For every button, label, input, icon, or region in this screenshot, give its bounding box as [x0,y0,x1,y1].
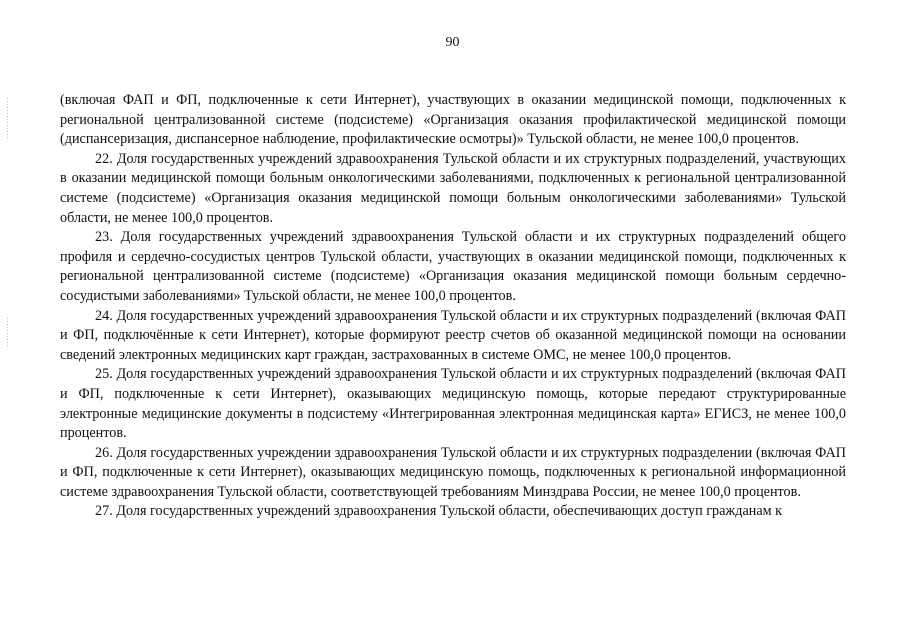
scan-margin-mark-top [7,98,8,138]
paragraph-item-23: 23. Доля государственных учреждений здравоохранения Тульской области и их структурных подразделений общего профиля и сердечно-сосудистых центров Тульской области, участвующих в оказании медицинской помощи, подключенных к региональной централизованной системе (подсистеме) «Организация оказания медицинской помощи больным сердечно-сосудистыми заболеваниями» Тульской области, не менее 100,0 процентов. [60,229,846,304]
paragraph-item-25: 25. Доля государственных учреждений здравоохранения Тульской области и их структурных подразделений (включая ФАП и ФП, подключенные к сети Интернет), оказывающих медицинскую помощь, которые передают структурированные электронные медицинские документы в подсистему «Интегрированная электронная медицинская карта» ЕГИСЗ, не менее 100,0 процентов. [60,366,846,442]
paragraph-item-26: 26. Доля государственных учреждении здравоохранения Тульской области и их структурных подразделении (включая ФАП и ФП, подключенные к сети Интернет), оказывающих медицинскую помощь, подключенных к региональной информационной системе здравоохранения Тульской области, соответствующей требованиям Минздрава России, не менее 100,0 процентов. [60,444,846,500]
paragraph-item-27: 27. Доля государственных учреждений здравоохранения Тульской области, обеспечивающих доступ гражданам к [95,503,783,520]
scan-margin-mark-middle [7,318,8,348]
paragraph-continuation: (включая ФАП и ФП, подключенные к сети Интернет), участвующих в оказании медицинской помощи, подключенных к региональной централизованной системе (подсистеме) «Организация оказания профилактической медицинской помощи (диспансеризация, диспансерное наблюдение, профилактические осмотры)» Тульской области, не менее 100,0 процентов. [60,92,846,148]
document-body [60,91,846,522]
paragraph-item-24: 24. Доля государственных учреждений здравоохранения Тульской области и их структурных подразделений (включая ФАП и ФП, подключённые к сети Интернет), которые формируют реестр счетов об оказанной медицинской помощи на основании сведений электронных медицинских карт граждан, застрахованных в системе ОМС, не менее 100,0 процентов. [60,307,846,363]
paragraph-item-22: 22. Доля государственных учреждений здравоохранения Тульской области и их структурных подразделений, участвующих в оказании медицинской помощи больным онкологическими заболеваниями, подключенных к региональной централизованной системе (подсистеме) «Организация оказания медицинской помощи больным онкологическими заболеваниями» Тульской области, не менее 100,0 процентов. [60,150,846,226]
page-number: 90 [445,35,460,50]
